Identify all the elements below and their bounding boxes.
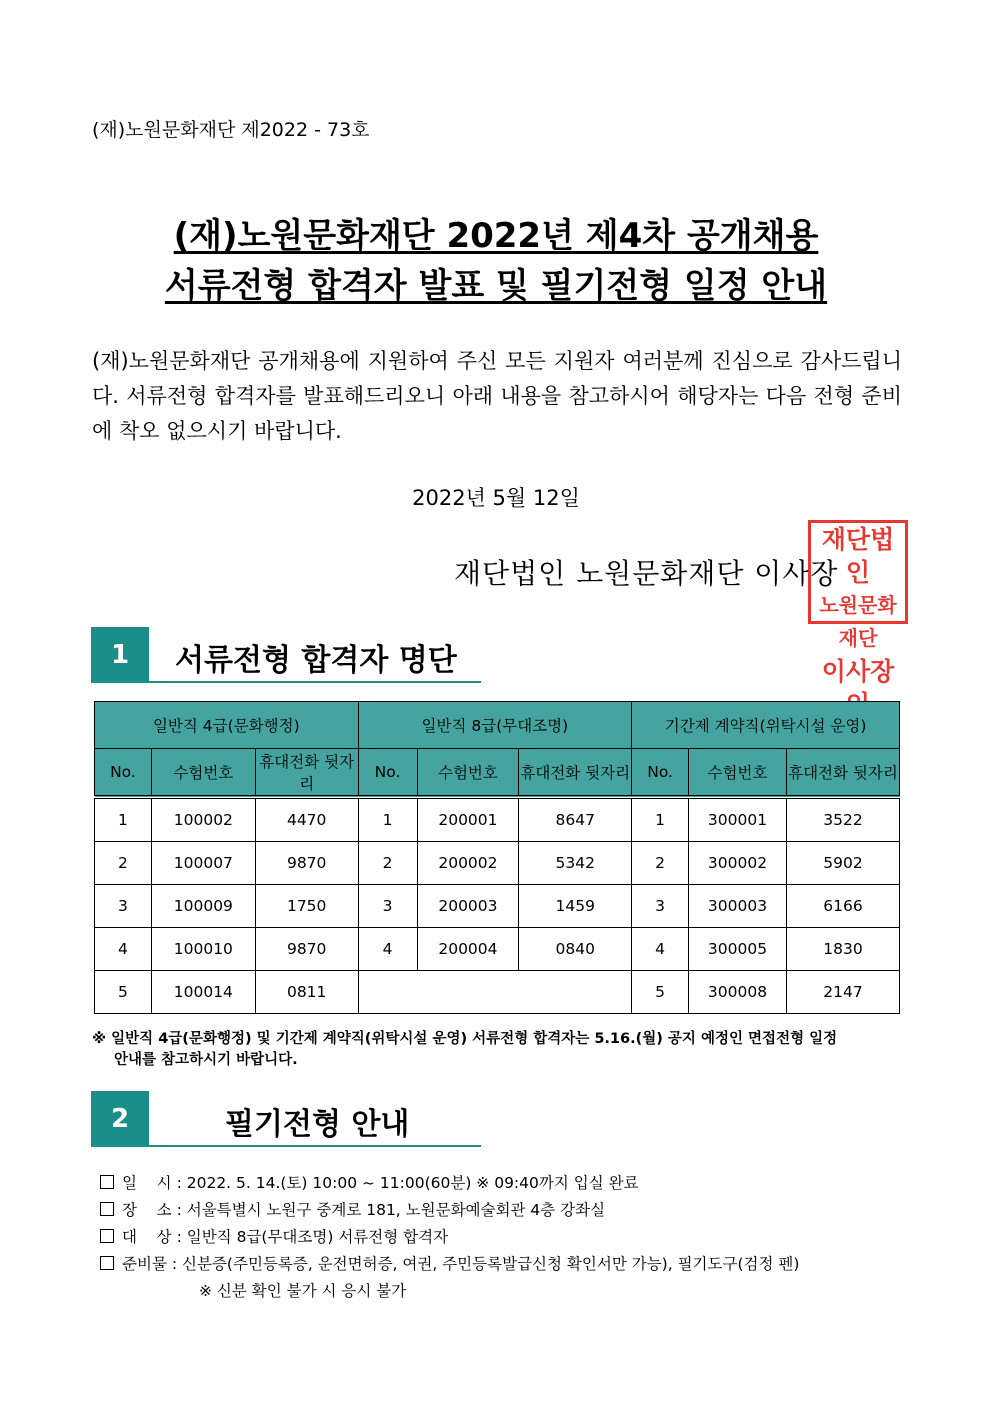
table-group-header-row <box>95 702 900 749</box>
seal-line1: 재단법인 <box>821 525 895 587</box>
table-cell: 2 <box>95 842 152 885</box>
table-cell: 2 <box>632 842 689 885</box>
table-cell: 100002 <box>151 797 255 842</box>
table-cell: 100010 <box>151 928 255 971</box>
column-header: 수험번호 <box>689 749 787 798</box>
table-cell: 300008 <box>689 971 787 1014</box>
table-note <box>92 1029 904 1071</box>
list-item: 대 상 : 일반직 8급(무대조명) 서류전형 합격자 <box>100 1224 799 1251</box>
table-cell: 5 <box>632 971 689 1014</box>
column-header: 휴대전화 뒷자리 <box>255 749 358 798</box>
table-cell: 1 <box>358 797 417 842</box>
table-cell: 200003 <box>417 885 519 928</box>
table-cell: 200004 <box>417 928 519 971</box>
document-number: (재)노원문화재단 제2022 - 73호 <box>92 119 370 141</box>
section-underline <box>149 681 481 683</box>
table-cell: 6166 <box>786 885 899 928</box>
checkbox-icon <box>100 1229 114 1243</box>
group-header: 일반직 8급(무대조명) <box>358 702 632 749</box>
section-underline <box>149 1145 481 1147</box>
page-title-line1: (재)노원문화재단 2022년 제4차 공개채용 <box>173 216 819 256</box>
table-cell: 200002 <box>417 842 519 885</box>
seal-line2: 노원문화재단 <box>819 593 897 650</box>
section-number: 2 <box>91 1091 149 1147</box>
table-row <box>95 797 900 842</box>
table-cell: 4 <box>95 928 152 971</box>
empty-cell <box>358 971 632 1014</box>
column-header: 수험번호 <box>417 749 519 798</box>
column-header: 휴대전화 뒷자리 <box>786 749 899 798</box>
note-line1: ※ 일반직 4급(문화행정) 및 기간제 계약직(위탁시설 운영) 서류전형 합격자는 5.16.(월) 공지 예정인 면접전형 일정 <box>92 1031 838 1047</box>
table-cell: 100007 <box>151 842 255 885</box>
table-cell: 100014 <box>151 971 255 1014</box>
table-cell: 5342 <box>519 842 632 885</box>
announcement-date: 2022년 5월 12일 <box>412 486 580 510</box>
exam-info-list <box>100 1170 799 1305</box>
table-cell: 1830 <box>786 928 899 971</box>
table-cell: 4 <box>358 928 417 971</box>
table-cell: 300002 <box>689 842 787 885</box>
section-number: 1 <box>91 627 149 683</box>
table-row <box>95 971 900 1014</box>
info-value: 신분증(주민등록증, 운전면허증, 여권, 주민등록발급신청 확인서만 가능), 필기도구(검정 펜) <box>182 1255 800 1273</box>
table-cell: 9870 <box>255 842 358 885</box>
column-header: No. <box>632 749 689 798</box>
table-cell: 9870 <box>255 928 358 971</box>
table-cell: 3 <box>358 885 417 928</box>
column-header: No. <box>95 749 152 798</box>
table-cell: 200001 <box>417 797 519 842</box>
table-cell: 1 <box>95 797 152 842</box>
column-header: No. <box>358 749 417 798</box>
table-cell: 8647 <box>519 797 632 842</box>
info-value: 서울특별시 노원구 중계로 181, 노원문화예술회관 4층 강좌실 <box>186 1201 606 1219</box>
table-cell: 300003 <box>689 885 787 928</box>
section-title: 서류전형 합격자 명단 <box>175 643 457 678</box>
table-cell: 300001 <box>689 797 787 842</box>
table-cell: 3 <box>95 885 152 928</box>
column-header: 수험번호 <box>151 749 255 798</box>
table-cell: 3522 <box>786 797 899 842</box>
table-cell: 2 <box>358 842 417 885</box>
group-header: 기간제 계약직(위탁시설 운영) <box>632 702 900 749</box>
table-cell: 5 <box>95 971 152 1014</box>
info-label: 준비물 <box>122 1255 167 1273</box>
table-cell: 4470 <box>255 797 358 842</box>
info-value: 일반직 8급(무대조명) 서류전형 합격자 <box>186 1228 449 1246</box>
table-cell: 1 <box>632 797 689 842</box>
info-label: 일 시 <box>122 1174 172 1192</box>
info-label: 장 소 <box>122 1201 172 1219</box>
checkbox-icon <box>100 1175 114 1189</box>
table-row <box>95 928 900 971</box>
table-cell: 0811 <box>255 971 358 1014</box>
section-title: 필기전형 안내 <box>225 1107 410 1142</box>
list-item: 일 시 : 2022. 5. 14.(토) 10:00 ~ 11:00(60분) ※ 09:40까지 입실 완료 <box>100 1170 799 1197</box>
signature: 재단법인 노원문화재단 이사장 <box>454 557 839 590</box>
official-seal-stamp <box>808 520 908 686</box>
intro-paragraph: (재)노원문화재단 공개채용에 지원하여 주신 모든 지원자 여러분께 진심으로 감사드립니다. 서류전형 합격자를 발표해드리오니 아래 내용을 참고하시어 해당자는 다음 전형 준비에 착오 없으시기 바랍니다. <box>92 349 902 443</box>
page-title-line2: 서류전형 합격자 발표 및 필기전형 일정 안내 <box>164 266 828 306</box>
column-header: 휴대전화 뒷자리 <box>519 749 632 798</box>
table-cell: 2147 <box>786 971 899 1014</box>
note-line2: 안내를 참고하시기 바랍니다. <box>114 1052 298 1068</box>
table-cell: 100009 <box>151 885 255 928</box>
checkbox-icon <box>100 1256 114 1270</box>
table-column-header-row <box>95 749 900 798</box>
table-row <box>95 842 900 885</box>
info-note: ※ 신분 확인 불가 시 응시 불가 <box>199 1282 407 1300</box>
list-item: 장 소 : 서울특별시 노원구 중계로 181, 노원문화예술회관 4층 강좌실 <box>100 1197 799 1224</box>
table-cell: 0840 <box>519 928 632 971</box>
seal-line3: 이사장 <box>821 657 895 686</box>
table-cell: 3 <box>632 885 689 928</box>
table-row <box>95 885 900 928</box>
info-label: 대 상 <box>122 1228 172 1246</box>
table-cell: 5902 <box>786 842 899 885</box>
list-item: 준비물 : 신분증(주민등록증, 운전면허증, 여권, 주민등록발급신청 확인서만 가능), 필기도구(검정 펜) <box>100 1251 799 1278</box>
table-cell: 1459 <box>519 885 632 928</box>
table-cell: 1750 <box>255 885 358 928</box>
passer-table <box>94 701 900 1014</box>
table-cell: 300005 <box>689 928 787 971</box>
checkbox-icon <box>100 1202 114 1216</box>
group-header: 일반직 4급(문화행정) <box>95 702 359 749</box>
table-cell: 4 <box>632 928 689 971</box>
info-value: 2022. 5. 14.(토) 10:00 ~ 11:00(60분) ※ 09:40까지 입실 완료 <box>186 1174 639 1192</box>
